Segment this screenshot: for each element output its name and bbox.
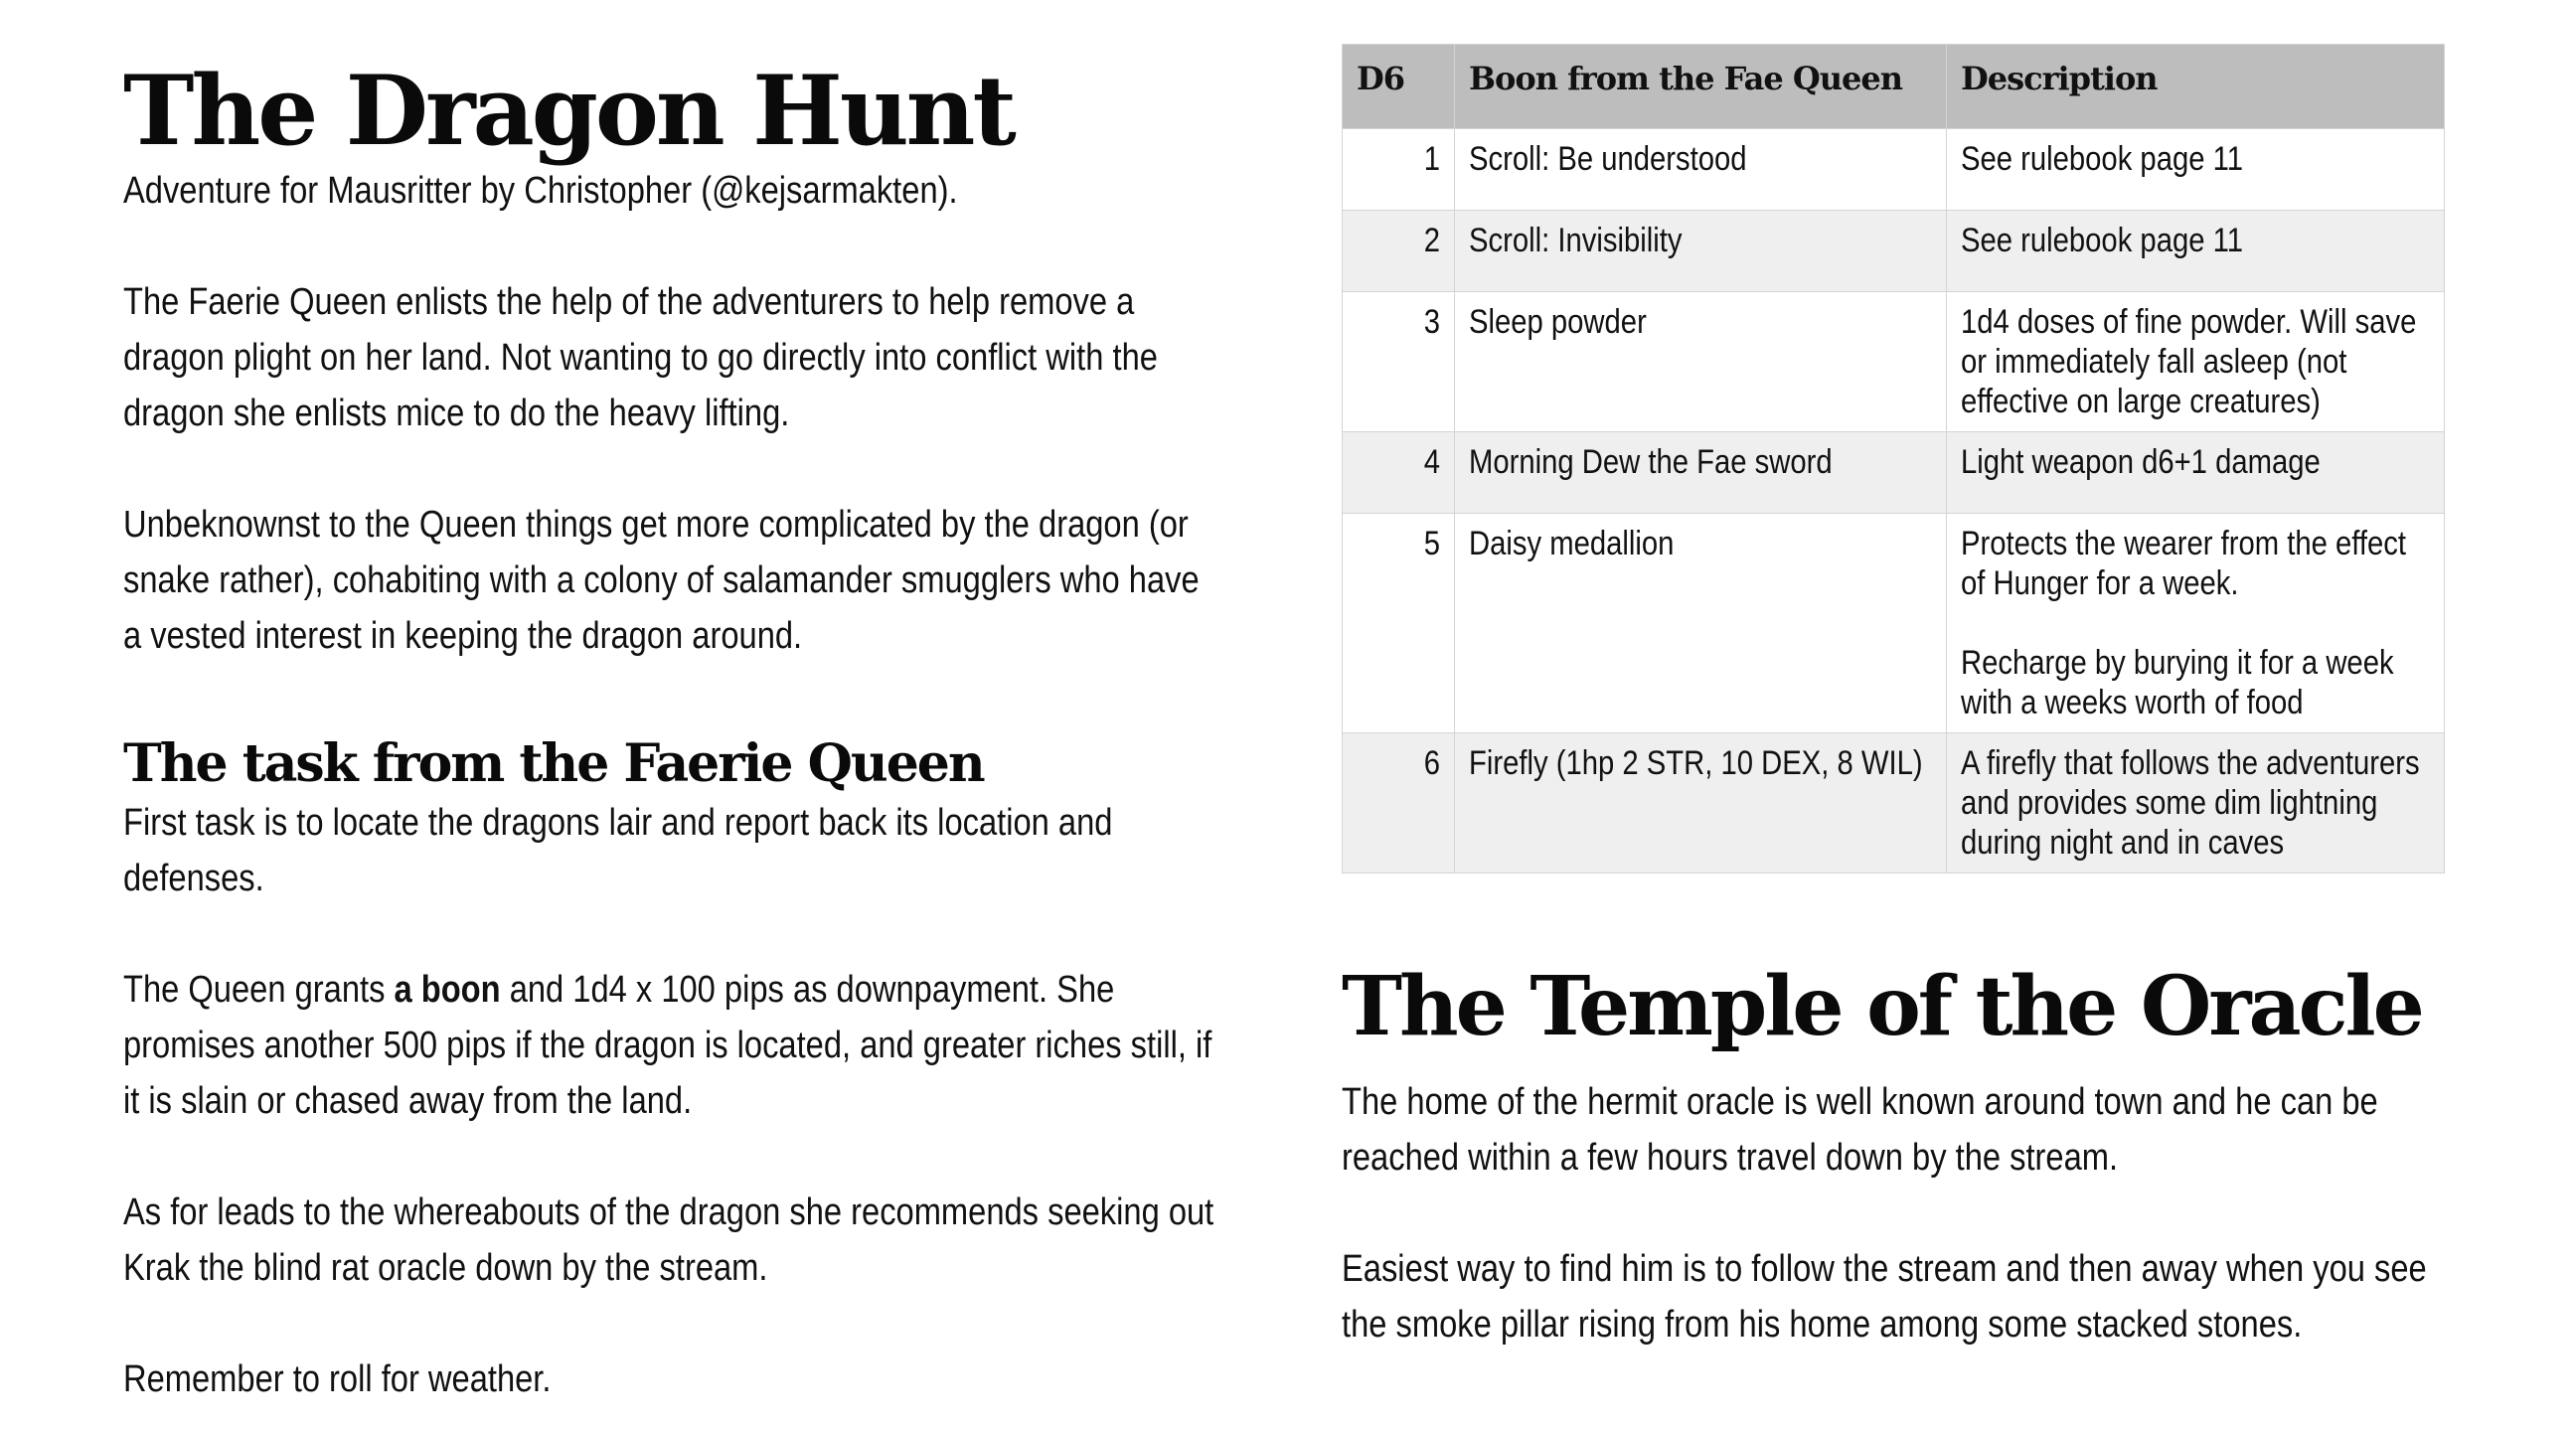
boon-description: Protects the wearer from the effect of Hunger for a week. Recharge by burying it for a week with a weeks worth of food [1947, 514, 2445, 733]
table-header-row [1343, 45, 2445, 129]
header-d6: D6 [1343, 45, 1455, 129]
roll-number: 4 [1343, 432, 1455, 514]
table-row [1343, 292, 2445, 432]
boon-name: Morning Dew the Fae sword [1455, 432, 1947, 514]
boon-name: Scroll: Invisibility [1455, 211, 1947, 292]
table-row [1343, 432, 2445, 514]
complication-paragraph: Unbeknownst to the Queen things get more complicated by the dragon (or snake rather), cohabiting with a colony of salamander smugglers who have a vested interest in keeping the dragon around. [123, 504, 1200, 657]
right-column [1342, 44, 2445, 1352]
table-row [1343, 733, 2445, 873]
header-description: Description [1947, 45, 2445, 129]
boon-emphasis: a boon [394, 969, 501, 1011]
weather-note: Remember to roll for weather. [123, 1358, 552, 1400]
roll-number: 2 [1343, 211, 1455, 292]
oracle-heading: The Temple of the Oracle [1342, 959, 2422, 1054]
boon-description: 1d4 doses of fine powder. Will save or immediately fall asleep (not effective on large creatures) [1947, 292, 2445, 432]
roll-number: 1 [1343, 129, 1455, 211]
task-paragraph: First task is to locate the dragons lair and report back its location and defenses. [123, 802, 1113, 899]
intro-paragraph: The Faerie Queen enlists the help of the adventurers to help remove a dragon plight on her land. Not wanting to go directly into conflict with the dragon she enlists mice to do the heavy lifting. [123, 281, 1158, 434]
boon-paragraph-end: and 1d4 x 100 pips as downpayment. She promises another 500 pips if the dragon is located, and greater riches still, if it is slain or chased away from the land. [123, 969, 1212, 1122]
boon-description-extra: Recharge by burying it for a week with a weeks worth of food [1961, 644, 2394, 721]
oracle-paragraph-1: The home of the hermit oracle is well known around town and he can be reached within a few hours travel down by the stream. [1342, 1081, 2378, 1179]
roll-number: 5 [1343, 514, 1455, 733]
section-heading-task: The task from the Faerie Queen [123, 733, 984, 794]
boon-description: See rulebook page 11 [1947, 211, 2445, 292]
boon-paragraph [123, 962, 1225, 1129]
boon-description: See rulebook page 11 [1947, 129, 2445, 211]
boon-description: Light weapon d6+1 damage [1947, 432, 2445, 514]
left-column [123, 55, 1236, 1407]
roll-number: 3 [1343, 292, 1455, 432]
boon-name: Sleep powder [1455, 292, 1947, 432]
header-boon: Boon from the Fae Queen [1455, 45, 1947, 129]
boon-description: A firefly that follows the adventurers and provides some dim lightning during night and in caves [1947, 733, 2445, 873]
boon-paragraph-start: The Queen grants [123, 969, 395, 1011]
table-row [1343, 129, 2445, 211]
page-title: The Dragon Hunt [123, 55, 1014, 167]
boon-name: Firefly (1hp 2 STR, 10 DEX, 8 WIL) [1455, 733, 1947, 873]
byline: Adventure for Mausritter by Christopher (@kejsarmakten). [123, 170, 958, 212]
roll-number: 6 [1343, 733, 1455, 873]
table-row [1343, 514, 2445, 733]
boon-table [1342, 44, 2445, 873]
boon-name: Scroll: Be understood [1455, 129, 1947, 211]
boon-name: Daisy medallion [1455, 514, 1947, 733]
oracle-paragraph-2: Easiest way to find him is to follow the stream and then away when you see the smoke pillar rising from his home among some stacked stones. [1342, 1248, 2427, 1346]
table-row [1343, 211, 2445, 292]
leads-paragraph: As for leads to the whereabouts of the dragon she recommends seeking out Krak the blind rat oracle down by the stream. [123, 1191, 1214, 1289]
